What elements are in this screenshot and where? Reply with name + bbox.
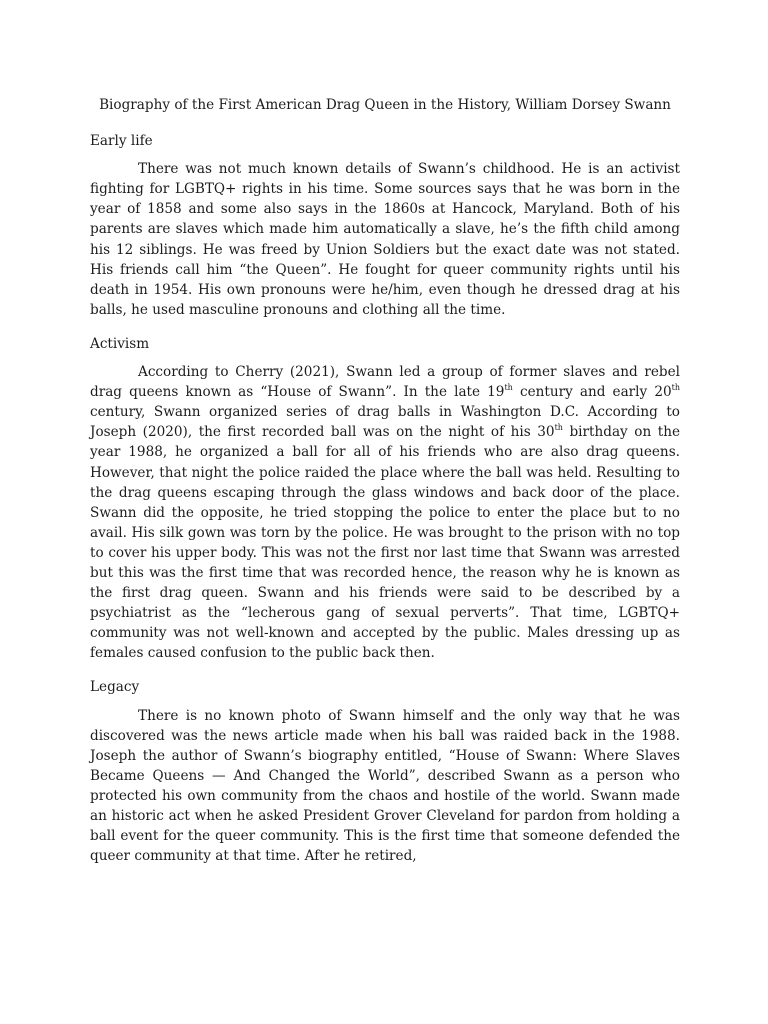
paragraph-text: There is no known photo of Swann himself and the only way that he was discovered was the news article made when his ball was raided back in the 1988. Joseph the author of Swann’s biography entitled, “House of Swann: Where Slaves Became Queens — And Changed the World”, described Swann as a person who protected his own community from the chaos and hostile of the world. Swann made an historic act when he asked President Grover Cleveland for pardon from holding a ball event for the queer community. This is the first time that someone defended the queer community at that time. After he retired, [90, 707, 680, 865]
section-legacy [90, 677, 680, 866]
document-title: Biography of the First American Drag Queen in the History, William Dorsey Swann [99, 97, 671, 113]
paragraph-text: birthday on the year 1988, he organized a ball for all of his friends who are also drag queens. However, that night the police raided the place where the ball was held. Resulting to the drag queens escaping through the glass windows and back door of the place. Swann did the opposite, he tried stopping the police to enter the place but to no avail. His silk gown was torn by the police. He was brought to the prison with no top to cover his upper body. This was not the first nor last time that Swann was arrested but this was the first time that was recorded hence, the reason why he is known as the first drag queen. Swann and his friends were said to be described by a psychiatrist as the “lecherous gang of sexual perverts”. That time, LGBTQ+ community was not well-known and accepted by the public. Males dressing up as females caused confusion to the public back then. [90, 424, 680, 662]
paragraph-text: According to Cherry (2021), Swann led a group of former slaves and rebel drag queens known as “House of Swann”. In the late 19 [90, 364, 680, 401]
section-early-life [90, 131, 680, 320]
ordinal-suffix: th [504, 383, 513, 393]
ordinal-suffix: th [554, 423, 563, 433]
paragraph-text: There was not much known details of Swann’s childhood. He is an activist fighting for LGBTQ+ rights in his time. Some sources says that he was born in the year of 1858 and some also says in the 1860s at Hancock, Maryland. Both of his parents are slaves which made him automatically a slave, he’s the fifth child among his 12 siblings. He was freed by Union Soldiers but the exact date was not stated. His friends call him “the Queen”. He fought for queer community rights until his death in 1954. His own pronouns were he/him, even though he dressed drag at his balls, he used masculine pronouns and clothing all the time. [90, 161, 680, 318]
ordinal-suffix: th [671, 383, 680, 393]
section-heading-legacy: Legacy [90, 679, 140, 696]
paragraph-activism [90, 362, 680, 663]
section-heading-activism: Activism [90, 335, 150, 352]
section-activism [90, 334, 680, 664]
paragraph-text: century and early 20 [512, 384, 672, 401]
paragraph-text: century, Swann organized series of drag balls in Washington D.C. According to Joseph (2020), the first recorded ball was on the night of his 30 [90, 404, 680, 441]
paragraph-early-life [90, 159, 680, 320]
paragraph-legacy [90, 706, 680, 867]
section-heading-early-life: Early life [90, 133, 153, 150]
